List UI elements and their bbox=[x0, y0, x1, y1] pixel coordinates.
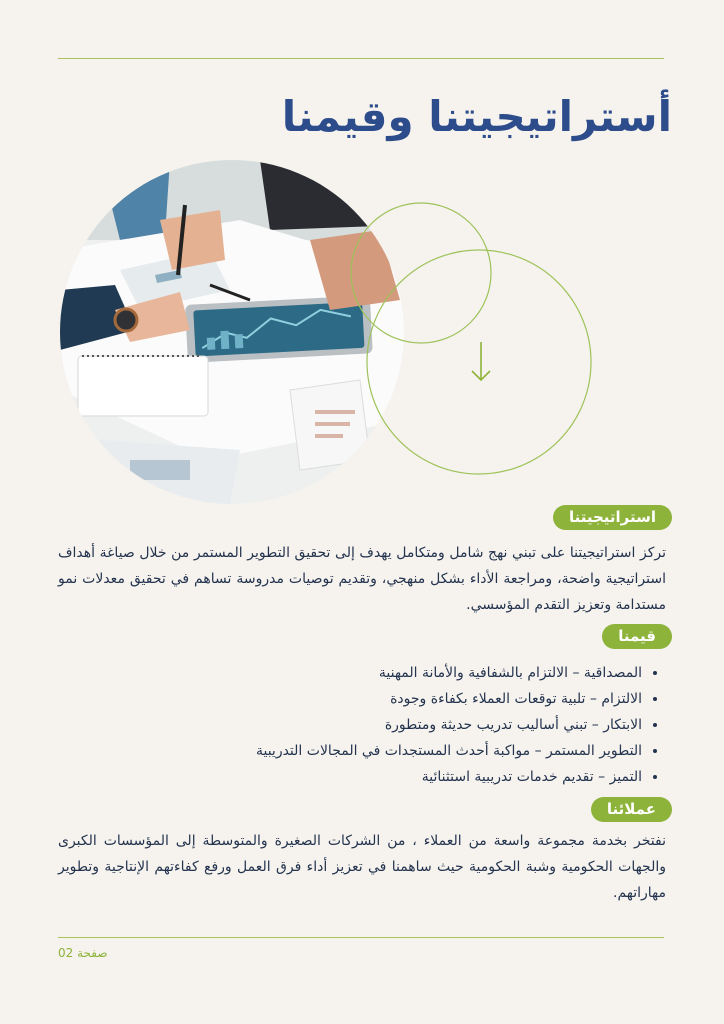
list-item: • التطوير المستمر – مواكبة أحدث المستجدات في المجالات التدريبية bbox=[82, 738, 642, 764]
bottom-divider bbox=[58, 937, 664, 938]
arrow-down-icon bbox=[472, 342, 490, 380]
list-item: • الالتزام – تلبية توقعات العملاء بكفاءة وجودة bbox=[82, 686, 642, 712]
top-divider bbox=[58, 58, 664, 59]
meeting-photo bbox=[60, 160, 404, 504]
meeting-illustration bbox=[60, 160, 404, 504]
list-item: • المصداقية – الالتزام بالشفافية والأمانة المهنية bbox=[82, 660, 642, 686]
strategy-heading: استراتيجيتنا bbox=[553, 505, 672, 530]
list-item: • التميز – تقديم خدمات تدريبية استثنائية bbox=[82, 764, 642, 790]
values-list bbox=[82, 660, 666, 790]
page-title: أستراتيجيتنا وقيمنا bbox=[281, 92, 672, 141]
values-heading: قيمنا bbox=[602, 624, 672, 649]
clients-heading: عملائنا bbox=[591, 797, 672, 822]
strategy-paragraph: تركز استراتيجيتنا على تبني نهج شامل ومتكامل يهدف إلى تحقيق التطوير المستمر من خلال صياغة أهداف استراتيجية واضحة، ومراجعة الأداء بشكل منهجي، وتقديم توصيات مدروسة تساهم في تحقيق معدلات نمو مستدامة وتعزيز التقدم المؤسسي. bbox=[58, 545, 666, 613]
list-item: • الابتكار – تبني أساليب تدريب حديثة ومتطورة bbox=[82, 712, 642, 738]
page-number: صفحة 02 bbox=[58, 946, 108, 960]
clients-paragraph: نفتخر بخدمة مجموعة واسعة من العملاء ، من الشركات الصغيرة والمتوسطة إلى المؤسسات الكبرى والجهات الحكومية وشبة الحكومية حيث ساهمنا في تعزيز أداء فرق العمل ورفع كفاءتهم الإنتاجية وتطوير مهاراتهم. bbox=[58, 833, 666, 901]
